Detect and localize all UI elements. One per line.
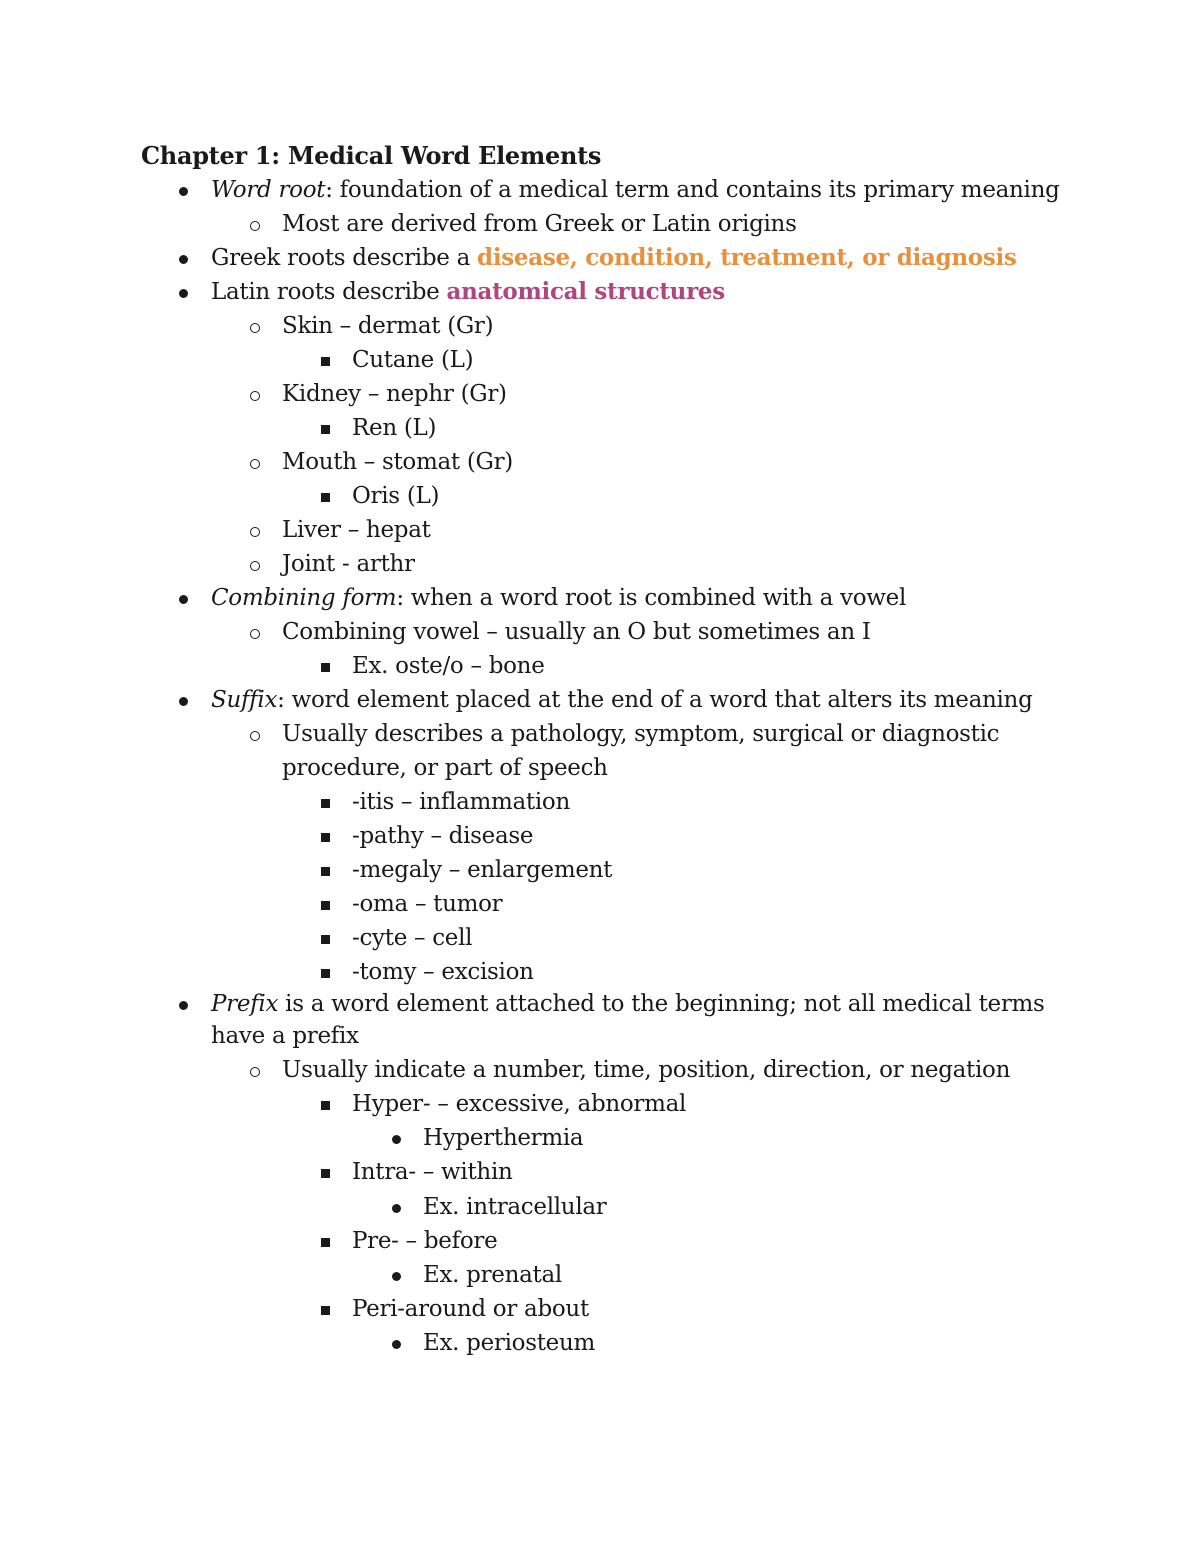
bullet-circle [243,717,267,751]
intra-example: Ex. intracellular [423,1194,607,1220]
kidney-latin-item: Ren (L) [352,415,437,441]
page-title: Chapter 1: Medical Word Elements [141,141,602,170]
bullet-circle [243,547,267,581]
bullet-dot [384,1326,408,1360]
bullet-dot [171,173,195,207]
greek-highlight: disease, condition, treatment, or diagnosis [477,244,1017,271]
combining-term: Combining form [211,585,397,611]
suffix-sub-line-1: Usually describes a pathology, symptom, surgical or diagnostic [282,721,1000,747]
kidney-item: Kidney – nephr (Gr) [282,381,507,407]
word-root-text: : foundation of a medical term and contains its primary meaning [325,177,1060,203]
word-root-sub: Most are derived from Greek or Latin origins [282,211,797,237]
bullet-square [313,1224,337,1258]
bullet-square [313,921,337,955]
bullet-square [313,785,337,819]
bullet-square [313,955,337,989]
bullet-circle [243,513,267,547]
bullet-circle [243,377,267,411]
bullet-dot [384,1258,408,1292]
bullet-square [313,1292,337,1326]
bullet-square [313,819,337,853]
bullet-dot [384,1121,408,1155]
suffix-item: -tomy – excision [352,959,534,985]
bullet-dot [171,275,195,309]
skin-item: Skin – dermat (Gr) [282,313,494,339]
bullet-square [313,649,337,683]
bullet-square [313,411,337,445]
word-root-line [211,173,1060,207]
prefix-sub: Usually indicate a number, time, position, direction, or negation [282,1057,1011,1083]
suffix-item: -oma – tumor [352,891,503,917]
mouth-item: Mouth – stomat (Gr) [282,449,513,475]
combining-vowel-item: Combining vowel – usually an O but sometimes an I [282,619,871,645]
bullet-circle [243,1053,267,1087]
bullet-square [313,1087,337,1121]
bullet-dot [171,683,195,717]
bullet-circle [243,309,267,343]
prefix-term: Prefix [211,991,279,1017]
prefix-line-2: have a prefix [211,1023,359,1049]
hyper-example: Hyperthermia [423,1125,584,1151]
word-root-term: Word root [211,177,326,203]
skin-latin-item: Cutane (L) [352,347,474,373]
bullet-square [313,479,337,513]
bullet-square [313,1155,337,1189]
suffix-item: -pathy – disease [352,823,534,849]
suffix-text: : word element placed at the end of a word that alters its meaning [277,687,1033,713]
suffix-item: -megaly – enlargement [352,857,613,883]
hyper-item: Hyper- – excessive, abnormal [352,1091,687,1117]
bullet-dot [384,1190,408,1224]
suffix-sub-line-2: procedure, or part of speech [282,755,608,781]
bullet-square [313,887,337,921]
latin-line [211,275,725,309]
bullet-square [313,343,337,377]
combining-text: : when a word root is combined with a vowel [396,585,907,611]
joint-item: Joint - arthr [282,551,415,577]
latin-text: Latin roots describe [211,279,447,305]
bullet-circle [243,445,267,479]
peri-item: Peri-around or about [352,1296,589,1322]
mouth-latin-item: Oris (L) [352,483,440,509]
suffix-term: Suffix [211,687,278,713]
suffix-item: -itis – inflammation [352,789,570,815]
latin-highlight: anatomical structures [446,278,725,305]
peri-example: Ex. periosteum [423,1330,595,1356]
bullet-dot [171,987,195,1021]
bullet-dot [171,241,195,275]
prefix-text: is a word element attached to the beginning; not all medical terms [278,991,1045,1017]
bullet-dot [171,581,195,615]
bullet-square [313,853,337,887]
greek-line [211,241,1017,275]
prefix-line-1 [211,987,1045,1021]
intra-item: Intra- – within [352,1159,513,1185]
pre-item: Pre- – before [352,1228,498,1254]
suffix-item: -cyte – cell [352,925,473,951]
suffix-line [211,683,1033,717]
greek-text: Greek roots describe a [211,245,478,271]
pre-example: Ex. prenatal [423,1262,562,1288]
combining-line [211,581,906,615]
bullet-circle [243,615,267,649]
liver-item: Liver – hepat [282,517,431,543]
combining-example: Ex. oste/o – bone [352,653,545,679]
bullet-circle [243,207,267,241]
